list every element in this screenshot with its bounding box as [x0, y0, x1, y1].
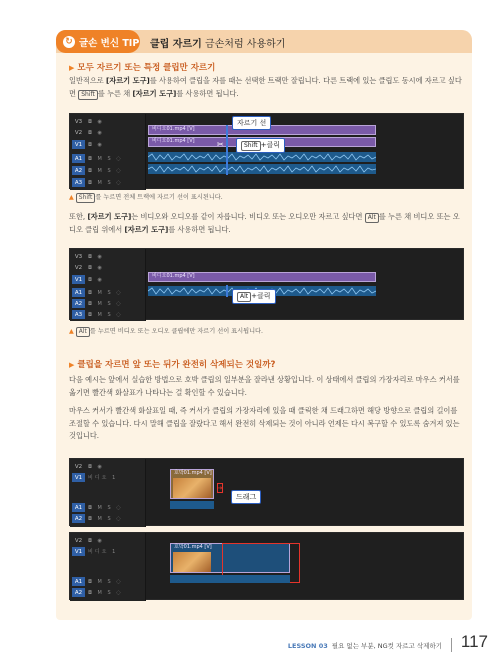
- warning-triangle-icon: ▲: [69, 194, 74, 201]
- triangle-icon: ▶: [69, 64, 75, 72]
- timeline-3: [69, 458, 464, 526]
- tip-title-rest: 금손처럼 사용하기: [201, 39, 286, 50]
- callout-cut-line: 자르기 선: [232, 116, 271, 130]
- section2-paragraph-2: 마우스 커서가 빨간색 화살표일 때, 즉 커서가 클립의 가장자리에 있을 때 클릭한 채 드래그하면 해당 방향으로 클립의 길이를 조절할 수 있습니다. 다시 말해 클립을 잘랐다고 해서 완전히 삭제되는 것이 아니라 언제든 다시 복구할 수 있도록 숨겨져 있는 것입니다.: [69, 406, 460, 440]
- page-footer: [288, 641, 442, 650]
- lesson-title: 필요 없는 부분, NG컷 자르고 삭제하기: [331, 642, 442, 650]
- alt-key: Alt: [365, 213, 379, 223]
- track-v2[interactable]: V2 ◘ ◉: [74, 463, 104, 470]
- tip-badge-label: 글손 변신 TIP: [79, 37, 140, 49]
- section1-title: [69, 61, 215, 73]
- video-clip-v1[interactable]: 비디오01.mp4 [V]: [148, 272, 376, 282]
- timeline-2: [69, 248, 464, 320]
- alt-key: Alt: [237, 292, 251, 302]
- shift-key: Shift: [76, 193, 96, 203]
- section1-title-text: 모두 자르기 또는 특정 클립만 자르기: [77, 63, 216, 73]
- track-a2[interactable]: A2 ◘ M S ◌: [72, 166, 123, 175]
- track-a1[interactable]: A1 ◘ M S ◌: [72, 154, 123, 163]
- caption-2: ▲ Alt 를 누르면 비디오 또는 오디오 클립에만 자르기 선이 표시됩니다.: [69, 328, 263, 335]
- footer-divider: [451, 638, 452, 652]
- timeline-4: [69, 532, 464, 600]
- track-a1[interactable]: A1 ◘ M S ◌: [72, 577, 123, 586]
- track-v2[interactable]: V2 ◘ ◉: [74, 129, 104, 136]
- track-a2[interactable]: A2 ◘ M S ◌: [72, 588, 123, 597]
- track-v2[interactable]: V2 ◘ ◉: [74, 537, 104, 544]
- triangle-icon: ▶: [69, 361, 75, 369]
- alt-key: Alt: [76, 327, 90, 337]
- track-v1[interactable]: V1 ◘ ◉: [72, 275, 104, 284]
- track-v1[interactable]: V1 ◘ ◉: [72, 140, 104, 149]
- tip-title: [150, 35, 285, 50]
- video-clip-v2[interactable]: 비디오01.mp4 [V]: [148, 125, 376, 135]
- section1-paragraph-a: 일반적으로 [자르기 도구]를 사용하여 클립을 자를 때는 선택한 트랙만 잘립니다. 다른 트랙에 있는 클립도 동시에 자르고 싶다면 Shift 를 누른 채 [자르기 도구]를 사용하면 됩니다.: [69, 76, 462, 98]
- tip-icon: ↻: [63, 36, 75, 48]
- audio-clip-a2[interactable]: [148, 164, 376, 174]
- pumpkin-clip[interactable]: 호박01.mp4 [V]: [170, 469, 214, 499]
- audio-clip-a1[interactable]: [148, 152, 376, 162]
- tip-badge: [56, 30, 140, 53]
- track-a3[interactable]: A3 ◘ M S ◌: [72, 310, 123, 319]
- cut-line: [226, 285, 228, 297]
- audio-clip-a1[interactable]: [170, 501, 214, 509]
- audio-clip-a1[interactable]: [170, 575, 290, 583]
- track-a2[interactable]: A2 ◘ M S ◌: [72, 514, 123, 523]
- section2-title: [69, 358, 275, 370]
- track-v1[interactable]: V1 비디오 1: [72, 473, 117, 482]
- trim-cursor-icon: ⇥: [217, 484, 223, 492]
- section1-paragraph-b: 또한, [자르기 도구]는 비디오와 오디오를 같이 자릅니다. 비디오 또는 오디오만 자르고 싶다면 Alt 를 누른 채 비디오 또는 오디오 클립 위에서 [자르기 도구]를 사용하면 됩니다.: [69, 212, 460, 234]
- pumpkin-thumbnail: [173, 552, 211, 572]
- section2-title-text: 클립을 자르면 앞 또는 뒤가 완전히 삭제되는 것일까?: [77, 360, 276, 370]
- track-v3[interactable]: V3 ◘ ◉: [74, 253, 104, 260]
- track-a1[interactable]: A1 ◘ M S ◌: [72, 288, 123, 297]
- lesson-label: LESSON 03: [287, 642, 328, 650]
- timeline-1: [69, 113, 464, 189]
- shift-key: Shift: [78, 90, 98, 100]
- callout-drag: 드래그: [231, 490, 261, 504]
- track-v3[interactable]: V3 ◘ ◉: [74, 118, 104, 125]
- section2-paragraph-1: 다음 예시는 앞에서 실습한 방법으로 호박 클립의 일부분을 잘라낸 상황입니다. 이 상태에서 클립의 가장자리로 마우스 커서를 옮기면 빨간색 화살표가 나타나는 걸 확인할 수 있습니다.: [69, 375, 460, 397]
- callout-alt-click: Alt +클릭: [232, 289, 276, 304]
- cut-line: [226, 125, 228, 175]
- callout-shift-click: Shift +클릭: [236, 138, 285, 153]
- caption-1: ▲ Shift 를 누르면 전체 트랙에 자르기 선이 표시된니다.: [69, 194, 223, 201]
- video-clip-v1[interactable]: 비디오01.mp4 [V]: [148, 137, 376, 147]
- razor-icon: ✂: [217, 140, 224, 149]
- track-a2[interactable]: A2 ◘ M S ◌: [72, 299, 123, 308]
- page-number: 117: [460, 632, 488, 651]
- track-v2[interactable]: V2 ◘ ◉: [74, 264, 104, 271]
- track-a3[interactable]: A3 ◘ M S ◌: [72, 178, 123, 187]
- warning-triangle-icon: ▲: [69, 328, 74, 335]
- pumpkin-clip-extended[interactable]: 호박01.mp4 [V]: [170, 543, 290, 573]
- pumpkin-thumbnail: [173, 478, 211, 498]
- shift-key: Shift: [241, 141, 261, 151]
- tip-title-bold: 클립 자르기: [150, 39, 202, 50]
- track-a1[interactable]: A1 ◘ M S ◌: [72, 503, 123, 512]
- track-v1[interactable]: V1 비디오 1: [72, 547, 117, 556]
